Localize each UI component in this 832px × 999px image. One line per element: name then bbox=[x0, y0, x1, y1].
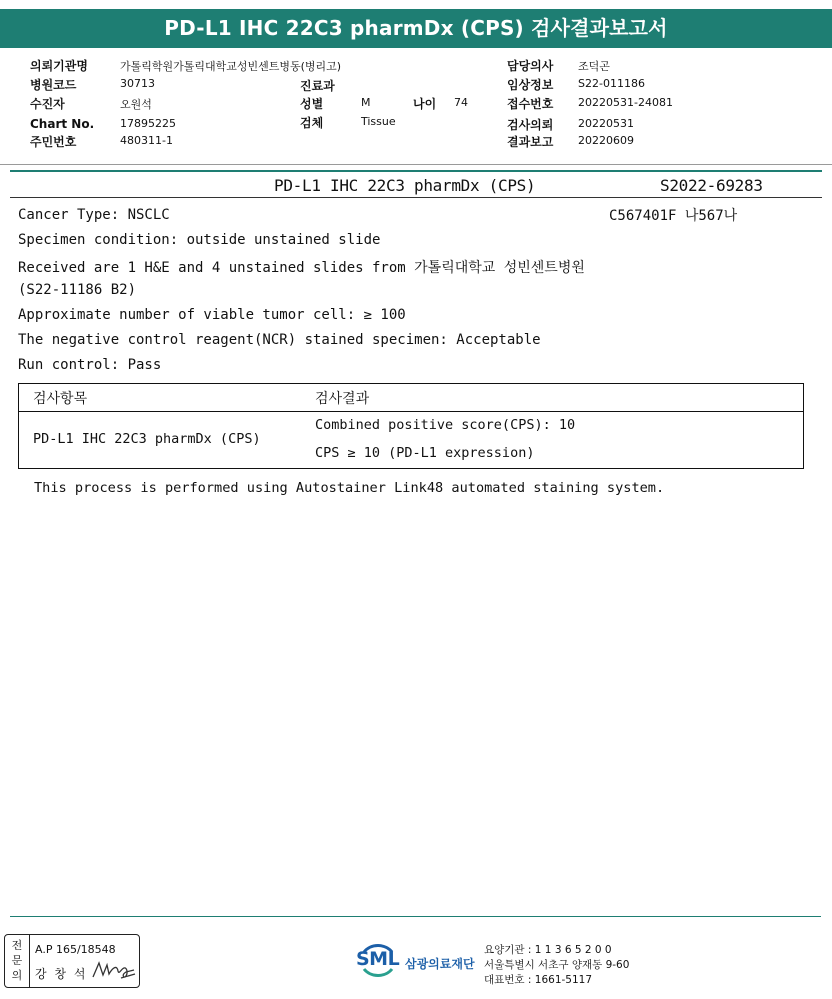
report-heading-underline bbox=[10, 197, 822, 198]
specialist-box bbox=[4, 934, 140, 988]
footer-rule bbox=[10, 916, 821, 917]
phone: 대표번호 : 1661-5117 bbox=[484, 974, 593, 986]
receipt-no-value: 20220531-24081 bbox=[578, 96, 673, 109]
receipt-no-label: 접수번호 bbox=[507, 97, 554, 111]
hospital-code-label: 병원코드 bbox=[30, 78, 77, 92]
patient-label: 수진자 bbox=[30, 97, 65, 111]
chart-no-label: Chart No. bbox=[30, 117, 95, 131]
table-header-divider bbox=[19, 411, 803, 412]
results-table bbox=[18, 383, 804, 469]
report-id: S2022-69283 bbox=[660, 176, 763, 195]
age-value: 74 bbox=[454, 96, 468, 109]
specialist-label bbox=[10, 939, 24, 984]
table-header-item: 검사항목 bbox=[33, 391, 88, 407]
viable-tumor-line: Approximate number of viable tumor cell: ≥ 100 bbox=[18, 307, 406, 323]
signature-mark bbox=[91, 959, 137, 981]
hospital-code-value: 30713 bbox=[120, 77, 155, 90]
doctor-value: 조덕곤 bbox=[578, 60, 610, 73]
resident-no-label: 주민번호 bbox=[30, 135, 77, 149]
table-header-result: 검사결과 bbox=[315, 391, 370, 407]
sml-logo-text: SML bbox=[356, 948, 400, 970]
process-note: This process is performed using Autostainer Link48 automated staining system. bbox=[34, 480, 665, 496]
resident-no-value: 480311-1 bbox=[120, 134, 173, 147]
request-date-label: 검사의뢰 bbox=[507, 118, 554, 132]
doctor-label: 담당의사 bbox=[507, 59, 554, 73]
header-teal-rule bbox=[10, 170, 822, 172]
report-title-bar: PD-L1 IHC 22C3 pharmDx (CPS) 검사결과보고서 bbox=[0, 9, 832, 48]
request-date-value: 20220531 bbox=[578, 117, 634, 130]
specimen-value: Tissue bbox=[361, 115, 396, 128]
specialist-label-char: 의 bbox=[11, 969, 23, 982]
specialist-box-divider bbox=[29, 935, 30, 987]
ncr-line: The negative control reagent(NCR) stained specimen: Acceptable bbox=[18, 332, 541, 348]
specialist-label-char: 전 bbox=[11, 939, 23, 952]
clinical-info-value: S22-011186 bbox=[578, 77, 645, 90]
sex-value: M bbox=[361, 96, 371, 109]
department-label: 진료과 bbox=[300, 79, 335, 93]
cps-expression-cell: CPS ≥ 10 (PD-L1 expression) bbox=[315, 445, 535, 461]
specialist-label-char: 문 bbox=[11, 954, 23, 967]
specimen-condition-line: Specimen condition: outside unstained slide bbox=[18, 232, 381, 248]
received-slides-line: Received are 1 H&E and 4 unstained slides from 가톨릭대학교 성빈센트병원 bbox=[18, 260, 585, 276]
specialist-name: 강 창 석 bbox=[35, 967, 88, 981]
ap-number: A.P 165/18548 bbox=[35, 943, 116, 956]
run-control-line: Run control: Pass bbox=[18, 357, 162, 373]
patient-value: 오원석 bbox=[120, 98, 152, 111]
cps-score-cell: Combined positive score(CPS): 10 bbox=[315, 417, 576, 433]
institution-value: 가톨릭학원가톨릭대학교성빈센트병동(병리고) bbox=[120, 60, 342, 73]
header-divider bbox=[0, 164, 832, 165]
cancer-type-line: Cancer Type: NSCLC bbox=[18, 207, 170, 223]
address: 서울특별시 서초구 양재동 9-60 bbox=[484, 959, 630, 971]
table-item-cell: PD-L1 IHC 22C3 pharmDx (CPS) bbox=[33, 431, 261, 447]
facility-code: 요양기관 : 1 1 3 6 5 2 0 0 bbox=[484, 944, 612, 956]
sex-label: 성별 bbox=[300, 97, 324, 111]
age-label: 나이 bbox=[413, 97, 437, 111]
report-code: C567401F 나567나 bbox=[609, 208, 738, 224]
report-heading: PD-L1 IHC 22C3 pharmDx (CPS) bbox=[274, 176, 536, 195]
clinical-info-label: 임상정보 bbox=[507, 78, 554, 92]
chart-no-value: 17895225 bbox=[120, 117, 176, 130]
foundation-name: 삼광의료재단 bbox=[405, 957, 475, 971]
report-date-value: 20220609 bbox=[578, 134, 634, 147]
report-date-label: 결과보고 bbox=[507, 135, 554, 149]
slide-id-line: (S22-11186 B2) bbox=[18, 282, 137, 298]
institution-label: 의뢰기관명 bbox=[30, 59, 88, 73]
specimen-label: 검체 bbox=[300, 116, 324, 130]
